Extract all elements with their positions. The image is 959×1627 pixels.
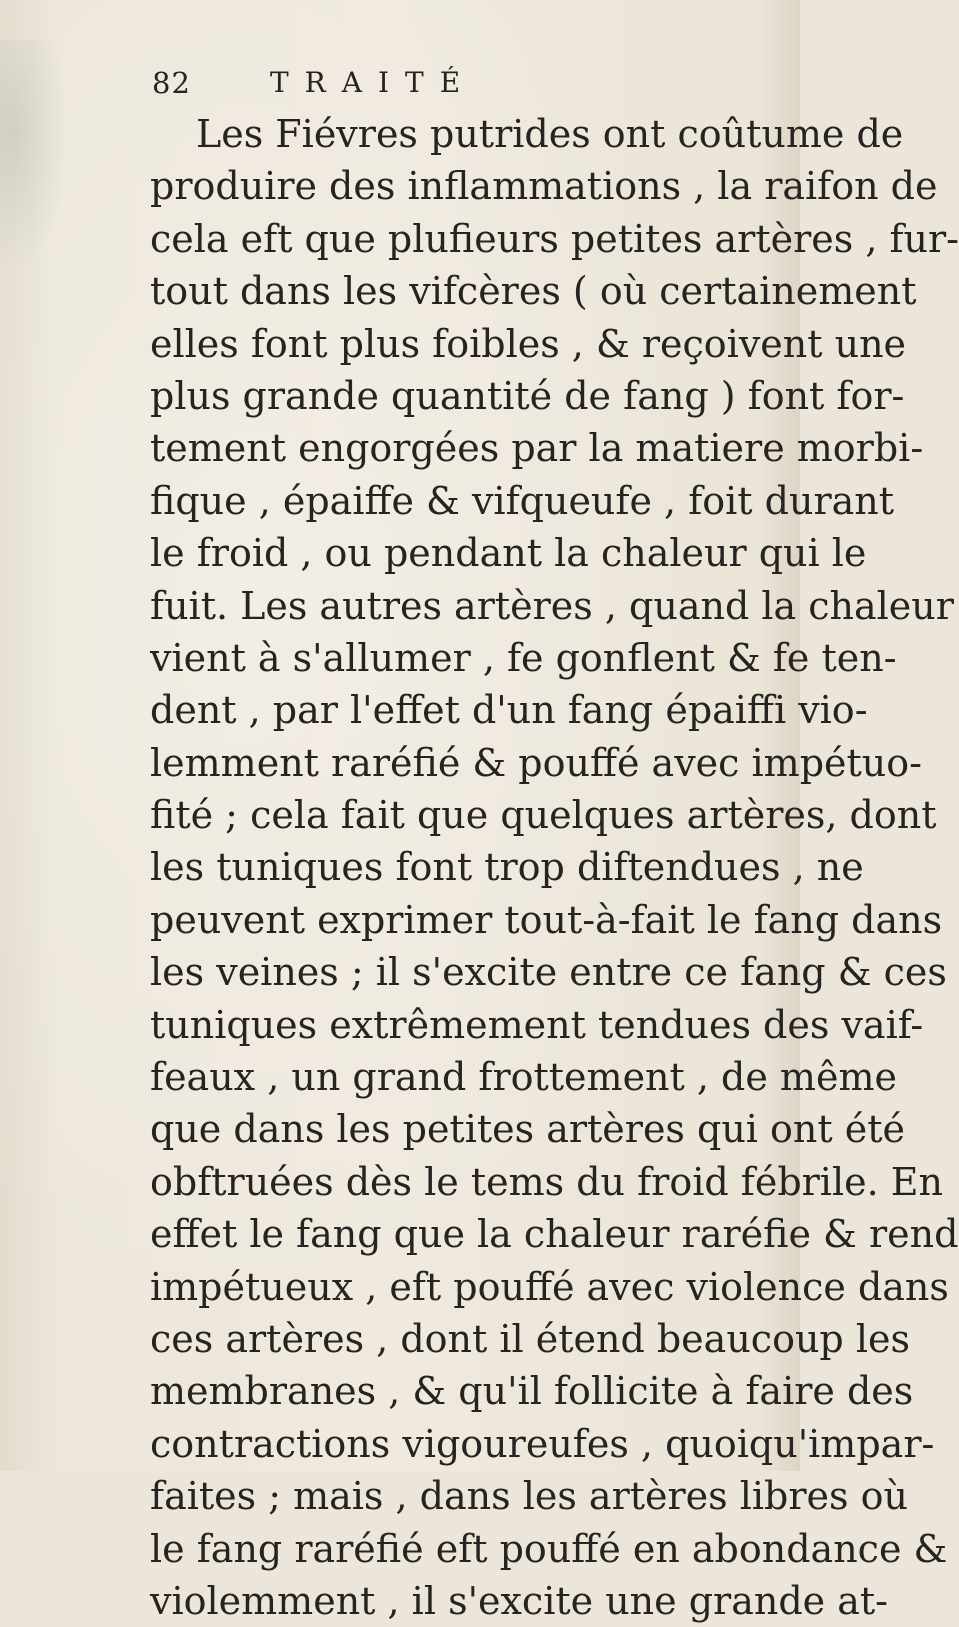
text-line: fique , épaiffe & vifqueufe , foit durant <box>150 478 895 523</box>
text-line: fuit. Les autres artères , quand la chaleur <box>150 583 954 628</box>
text-line: le froid , ou pendant la chaleur qui le <box>150 531 867 576</box>
text-line: cela eft que plufieurs petites artères , fur- <box>150 216 959 261</box>
page-header <box>152 66 752 106</box>
text-line: contractions vigoureufes , quoiqu'impar- <box>150 1421 935 1466</box>
text-line: le fang raréfié eft pouffé en abondance & <box>150 1526 948 1571</box>
text-line: vient à s'allumer , fe gonflent & fe ten- <box>150 635 897 680</box>
text-line: feaux , un grand frottement , de même <box>150 1055 897 1100</box>
page-number: 82 <box>152 66 191 100</box>
page-stain <box>0 40 70 270</box>
text-line: obftruées dès le tems du froid fébrile. En <box>150 1159 943 1204</box>
text-line: impétueux , eft pouffé avec violence dans <box>150 1264 949 1309</box>
text-line: peuvent exprimer tout-à-fait le fang dans <box>150 897 943 942</box>
text-line: produire des inflammations , la raifon de <box>150 164 938 209</box>
text-line: les tuniques font trop diftendues , ne <box>150 845 864 890</box>
body-text <box>150 108 959 1627</box>
text-line: dent , par l'effet d'un fang épaiffi vio- <box>150 688 868 733</box>
text-line: tuniques extrêmement tendues des vaif- <box>150 1002 924 1047</box>
text-line: ces artères , dont il étend beaucoup les <box>150 1316 910 1361</box>
text-line: plus grande quantité de fang ) font for- <box>150 373 905 418</box>
text-line: membranes , & qu'il follicite à faire des <box>150 1369 914 1414</box>
text-line: Les Fiévres putrides ont coûtume de <box>196 112 904 156</box>
text-line: fité ; cela fait que quelques artères, dont <box>150 793 937 838</box>
text-line: lemment raréfié & pouffé avec impétuo- <box>150 740 922 785</box>
text-line: violemment , il s'excite une grande at- <box>150 1578 888 1623</box>
text-line: tement engorgées par la matiere morbi- <box>150 426 924 471</box>
text-line: effet le fang que la chaleur raréfie & rend <box>150 1212 959 1257</box>
text-line: elles font plus foibles , & reçoivent une <box>150 321 907 366</box>
text-line: faites ; mais , dans les artères libres où <box>150 1474 908 1519</box>
text-line: que dans les petites artères qui ont été <box>150 1107 905 1152</box>
text-line: tout dans les vifcères ( où certainement <box>150 269 917 314</box>
running-head: TRAITÉ <box>270 66 477 99</box>
text-line: les veines ; il s'excite entre ce fang & ces <box>150 950 947 995</box>
